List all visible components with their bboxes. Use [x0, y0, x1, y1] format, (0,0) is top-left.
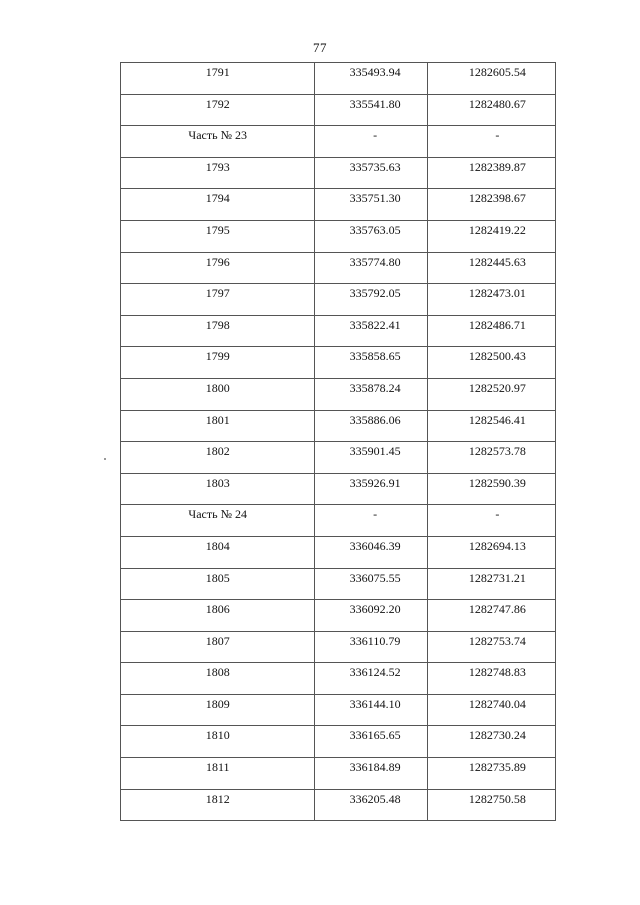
- point-number-cell: [121, 631, 315, 663]
- x-coordinate-cell-text: 335751.30: [349, 191, 401, 206]
- x-coordinate-cell: [315, 536, 427, 568]
- point-number-cell-text: 1801: [205, 412, 230, 427]
- y-coordinate-cell: [427, 315, 555, 347]
- x-coordinate-cell-text: 335886.06: [349, 412, 401, 427]
- point-number-cell: [121, 220, 315, 252]
- point-number-cell-text: 1793: [205, 159, 230, 174]
- table-row: [121, 663, 556, 695]
- x-coordinate-cell-text: 335901.45: [349, 444, 401, 459]
- table-row: [121, 694, 556, 726]
- point-number-cell-text: 1792: [205, 96, 230, 111]
- y-coordinate-cell-text: 1282590.39: [468, 475, 526, 490]
- x-coordinate-cell: [315, 63, 427, 95]
- point-number-cell-text: 1791: [205, 65, 230, 79]
- point-number-cell-text: 1809: [205, 696, 230, 711]
- x-coordinate-cell: [315, 378, 427, 410]
- x-coordinate-cell: [315, 410, 427, 442]
- y-coordinate-cell-text: -: [495, 507, 500, 522]
- x-coordinate-cell: [315, 94, 427, 126]
- y-coordinate-cell-text: 1282573.78: [468, 444, 526, 459]
- table-row: [121, 568, 556, 600]
- y-coordinate-cell-text: 1282750.58: [468, 791, 526, 806]
- x-coordinate-cell-text: 336184.89: [349, 760, 401, 775]
- point-number-cell: [121, 189, 315, 221]
- y-coordinate-cell: [427, 536, 555, 568]
- x-coordinate-cell-text: 335493.94: [349, 65, 401, 79]
- point-number-cell: [121, 505, 315, 537]
- x-coordinate-cell-text: 336092.20: [349, 602, 401, 617]
- y-coordinate-cell: [427, 284, 555, 316]
- x-coordinate-cell-text: -: [373, 128, 378, 143]
- y-coordinate-cell: [427, 568, 555, 600]
- x-coordinate-cell-text: 335878.24: [349, 380, 401, 395]
- point-number-cell: [121, 473, 315, 505]
- table-row: [121, 157, 556, 189]
- point-number-cell: [121, 284, 315, 316]
- point-number-cell: [121, 410, 315, 442]
- table-row: [121, 284, 556, 316]
- x-coordinate-cell: [315, 126, 427, 158]
- table-row: [121, 631, 556, 663]
- x-coordinate-cell-text: 335774.80: [349, 254, 401, 269]
- point-number-cell-text: 1811: [205, 760, 230, 775]
- point-number-cell-text: 1812: [205, 791, 230, 806]
- y-coordinate-cell: [427, 126, 555, 158]
- point-number-cell: [121, 347, 315, 379]
- y-coordinate-cell: [427, 378, 555, 410]
- y-coordinate-cell-text: 1282419.22: [468, 222, 526, 237]
- x-coordinate-cell-text: 335735.63: [349, 159, 401, 174]
- y-coordinate-cell: [427, 94, 555, 126]
- x-coordinate-cell: [315, 347, 427, 379]
- y-coordinate-cell-text: 1282398.67: [468, 191, 526, 206]
- x-coordinate-cell: [315, 442, 427, 474]
- x-coordinate-cell-text: 335822.41: [349, 317, 401, 332]
- table-row: [121, 126, 556, 158]
- table-row: [121, 726, 556, 758]
- y-coordinate-cell: [427, 157, 555, 189]
- point-number-cell: [121, 63, 315, 95]
- y-coordinate-cell-text: 1282500.43: [468, 349, 526, 364]
- x-coordinate-cell-text: 335763.05: [349, 222, 401, 237]
- x-coordinate-cell: [315, 157, 427, 189]
- point-number-cell: [121, 157, 315, 189]
- y-coordinate-cell: [427, 758, 555, 790]
- y-coordinate-cell: [427, 252, 555, 284]
- x-coordinate-cell: [315, 789, 427, 821]
- margin-mark: [104, 458, 106, 460]
- y-coordinate-cell: [427, 347, 555, 379]
- table-row: [121, 505, 556, 537]
- y-coordinate-cell-text: 1282389.87: [468, 159, 526, 174]
- point-number-cell: [121, 789, 315, 821]
- point-number-cell: [121, 758, 315, 790]
- point-number-cell: [121, 694, 315, 726]
- point-number-cell: [121, 252, 315, 284]
- point-number-cell-text: 1800: [205, 380, 230, 395]
- y-coordinate-cell-text: 1282747.86: [468, 602, 526, 617]
- point-number-cell: [121, 94, 315, 126]
- point-number-cell-text: 1796: [205, 254, 230, 269]
- y-coordinate-cell-text: 1282753.74: [468, 633, 526, 648]
- coordinates-table: [120, 62, 556, 821]
- x-coordinate-cell: [315, 631, 427, 663]
- point-number-cell-text: 1798: [205, 317, 230, 332]
- point-number-cell: [121, 378, 315, 410]
- x-coordinate-cell-text: 336144.10: [349, 696, 401, 711]
- point-number-cell: [121, 442, 315, 474]
- table-row: [121, 410, 556, 442]
- x-coordinate-cell-text: 336075.55: [349, 570, 401, 585]
- point-number-cell-text: 1794: [205, 191, 230, 206]
- x-coordinate-cell-text: 336110.79: [349, 633, 401, 648]
- x-coordinate-cell-text: 335792.05: [349, 286, 401, 301]
- y-coordinate-cell: [427, 442, 555, 474]
- x-coordinate-cell: [315, 315, 427, 347]
- x-coordinate-cell: [315, 220, 427, 252]
- x-coordinate-cell-text: 336046.39: [349, 538, 401, 553]
- table-row: [121, 63, 556, 95]
- x-coordinate-cell: [315, 663, 427, 695]
- table-row: [121, 252, 556, 284]
- point-number-cell-text: 1799: [205, 349, 230, 364]
- y-coordinate-cell-text: 1282486.71: [468, 317, 526, 332]
- table-row: [121, 189, 556, 221]
- x-coordinate-cell-text: -: [373, 507, 378, 522]
- x-coordinate-cell: [315, 568, 427, 600]
- point-number-cell: [121, 315, 315, 347]
- y-coordinate-cell: [427, 63, 555, 95]
- y-coordinate-cell-text: 1282735.89: [468, 760, 526, 775]
- x-coordinate-cell-text: 335926.91: [349, 475, 401, 490]
- coordinates-table-body: [121, 63, 556, 821]
- point-number-cell-text: 1795: [205, 222, 230, 237]
- x-coordinate-cell-text: 336124.52: [349, 665, 401, 680]
- table-row: [121, 220, 556, 252]
- x-coordinate-cell: [315, 252, 427, 284]
- y-coordinate-cell-text: 1282520.97: [468, 380, 526, 395]
- table-row: [121, 442, 556, 474]
- x-coordinate-cell: [315, 473, 427, 505]
- x-coordinate-cell-text: 336165.65: [349, 728, 401, 743]
- point-number-cell-text: 1797: [205, 286, 230, 301]
- y-coordinate-cell-text: 1282480.67: [468, 96, 526, 111]
- table-row: [121, 600, 556, 632]
- point-number-cell-text: Часть № 23: [188, 128, 248, 143]
- point-number-cell-text: 1810: [205, 728, 230, 743]
- table-row: [121, 473, 556, 505]
- y-coordinate-cell-text: 1282605.54: [468, 65, 526, 79]
- point-number-cell: [121, 726, 315, 758]
- table-row: [121, 347, 556, 379]
- y-coordinate-cell-text: 1282445.63: [468, 254, 526, 269]
- point-number-cell: [121, 600, 315, 632]
- x-coordinate-cell-text: 335541.80: [349, 96, 401, 111]
- table-row: [121, 536, 556, 568]
- point-number-cell-text: 1803: [205, 475, 230, 490]
- point-number-cell: [121, 663, 315, 695]
- point-number-cell-text: 1805: [205, 570, 230, 585]
- point-number-cell-text: 1808: [205, 665, 230, 680]
- table-row: [121, 378, 556, 410]
- x-coordinate-cell-text: 336205.48: [349, 791, 401, 806]
- x-coordinate-cell: [315, 505, 427, 537]
- point-number-cell: [121, 126, 315, 158]
- y-coordinate-cell-text: 1282731.21: [468, 570, 526, 585]
- point-number-cell-text: 1806: [205, 602, 230, 617]
- y-coordinate-cell: [427, 600, 555, 632]
- x-coordinate-cell: [315, 189, 427, 221]
- y-coordinate-cell-text: 1282748.83: [468, 665, 526, 680]
- y-coordinate-cell: [427, 663, 555, 695]
- y-coordinate-cell-text: 1282694.13: [468, 538, 526, 553]
- x-coordinate-cell: [315, 694, 427, 726]
- point-number-cell-text: 1804: [205, 538, 230, 553]
- point-number-cell-text: 1807: [205, 633, 230, 648]
- y-coordinate-cell: [427, 631, 555, 663]
- y-coordinate-cell: [427, 505, 555, 537]
- x-coordinate-cell: [315, 758, 427, 790]
- y-coordinate-cell: [427, 789, 555, 821]
- point-number-cell-text: Часть № 24: [188, 507, 248, 522]
- x-coordinate-cell: [315, 726, 427, 758]
- table-row: [121, 758, 556, 790]
- point-number-cell: [121, 536, 315, 568]
- point-number-cell-text: 1802: [205, 444, 230, 459]
- y-coordinate-cell: [427, 189, 555, 221]
- x-coordinate-cell-text: 335858.65: [349, 349, 401, 364]
- y-coordinate-cell: [427, 694, 555, 726]
- point-number-cell: [121, 568, 315, 600]
- x-coordinate-cell: [315, 600, 427, 632]
- y-coordinate-cell: [427, 726, 555, 758]
- x-coordinate-cell: [315, 284, 427, 316]
- y-coordinate-cell-text: 1282473.01: [468, 286, 526, 301]
- page-number: 77: [313, 40, 327, 55]
- y-coordinate-cell-text: 1282546.41: [468, 412, 526, 427]
- table-row: [121, 789, 556, 821]
- y-coordinate-cell: [427, 410, 555, 442]
- y-coordinate-cell-text: 1282730.24: [468, 728, 526, 743]
- table-row: [121, 315, 556, 347]
- y-coordinate-cell-text: 1282740.04: [468, 696, 526, 711]
- y-coordinate-cell: [427, 220, 555, 252]
- table-row: [121, 94, 556, 126]
- y-coordinate-cell-text: -: [495, 128, 500, 143]
- y-coordinate-cell: [427, 473, 555, 505]
